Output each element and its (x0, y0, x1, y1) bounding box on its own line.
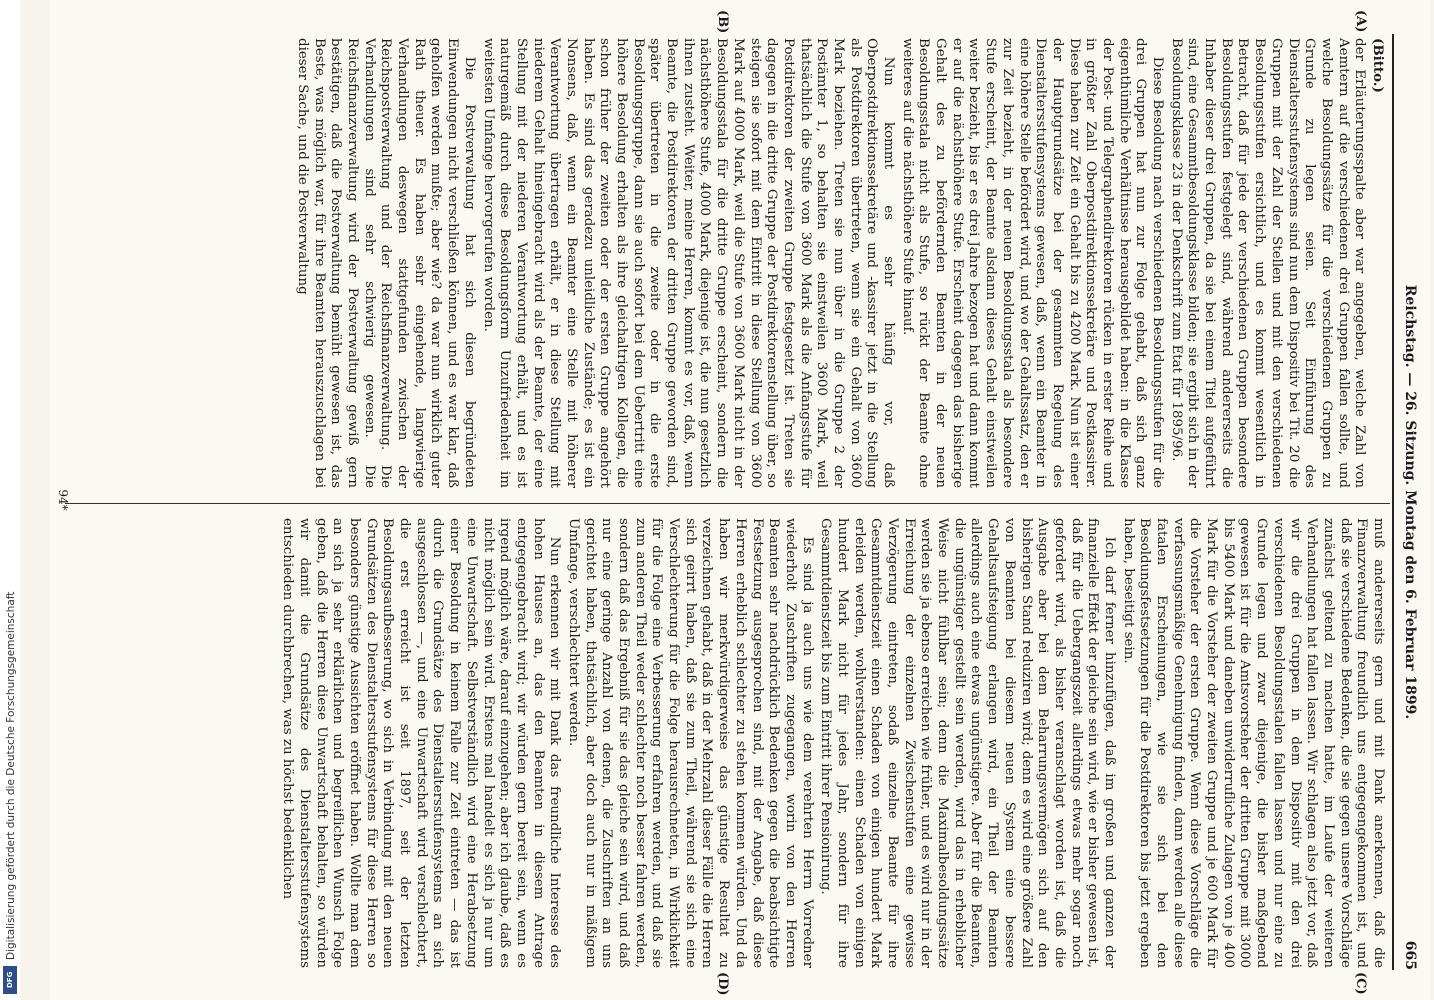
left-paragraph: Nun kommt es sehr häufig vor, daß Oberpostdirektionssekretäre und -kassirer jetzt in die Stellung als Postdirektoren übertreten, wenn sie ein Gehalt von 3600 Mark beziehen. Treten sie nun über in die Gruppe 2 der Postämter 1, so behalten sie einstweilen 3600 Mark, weil thatsächlich die Stufe von 3600 Mark als die Anfangsstufe für Postdirektoren der zweiten Gruppe festgesetzt ist. Treten sie dagegen in die dritte Gruppe der Postdirektorenstellung über, so steigen sie sofort mit dem Eintritt in diese Stellung von 3600 Mark auf 4000 Mark, weil die Stufe von 3600 Mark nicht in der Besoldungsstala für die dritte Gruppe erscheint, sondern die nächsthöhere Stufe, 4000 Mark, diejenige ist, die nun gesetzlich ihnen zusteht. Weiter, meine Herren, kommt es vor, daß, wenn Beamte, die Postdirektoren der dritten Gruppe geworden sind, später übertreten in die zweite oder in die erste Besoldungsgruppe, dann sie auch sofort bei dem Uebertritt eine höhere Besoldung erhalten als ihre gleichaltrigen Kollegen, die schon früher der zweiten oder der ersten Gruppe angehört haben. Es sind das geradezu unleidliche Zustände; es ist ein Nonsens, daß, wenn ein Beamter eine Stelle mit höherer Verantwortung übertragen erhält, er in diese Stellung mit niederem Gehalt hineingebracht wird als der Beamte, der eine Stellung mit der niederen Verantwortung erhält, und es ist naturgemäß durch diese Besoldungsform Unzufriedenheit im weitesten Umfange hervorgerufen worden. (480, 38, 897, 488)
signature-mark: 94* (56, 489, 70, 511)
intro-label: (Bitto.) (1370, 38, 1386, 93)
right-paragraph: Es sind ja auch uns wie dem verehrten Herrn Vorredner wiederholt Zuschriften zugegangen, worin von den Herren Beamten sehr nachdrücklich Bedenken gegen die beabsichtigte Festsetzung ausgesprochen sind, mit der Angabe, daß diese Herren erheblich schlechter zu stehen kommen würden. Und da haben wir merkwürdigerweise das günstige Resultat zu verzeichnen gehabt, daß in der Mehrzahl dieser Fälle die Herren sich geirrt haben, daß sie zum Theil, während sie sich eine Verschlechterung für die Folge herausrechneten, in Wirklichkeit für die Folge eine Verbesserung erfahren werden, und daß sie zum anderen Theil weder schlechter noch besser fahren werden, sondern daß das Ergebniß für sie das gleiche sein wird, und daß nur eine geringe Anzahl von denen, die Zuschriften an uns gerichtet haben, thatsächlich, aber doch auch nur in mäßigem Umfange, verschlechtert werden. (566, 518, 815, 968)
left-text-column (66, 38, 1386, 488)
scanned-page (50, 0, 1430, 1000)
margin-mark-c: (C) (1353, 972, 1368, 995)
attribution-strip (0, 0, 20, 1000)
page-number: 665 (1402, 940, 1418, 970)
column-divider (65, 503, 1390, 504)
page-title: Reichstag. — 26. Sitzung. Montag den 6. Februar 1899. (1402, 284, 1418, 720)
right-paragraph: muß andererseits gern und mit Dank anerkennen, daß die Finanzverwaltung freundlich uns entgegengekommen ist, und daß sie verschiedene Bedenken, die sie gegen unsere Vorschläge zunächst geltend zu machen hatte, im Laufe der weiteren Verhandlungen hat fallen lassen. Wir schlagen also jetzt vor, daß wir die drei Gruppen in dem Dispositiv mit den drei verschiedenen Besoldungsstalen fallen lassen und nur eine zu Grunde legen und zwar diejenige, die bisher maßgebend gewesen ist für die Amtsvorsteher der dritten Gruppe mit 3000 bis 5400 Mark und daneben unwiderrufliche Zulagen von je 400 Mark für die Vorsteher der zweiten Gruppe und je 600 Mark für die Vorsteher der ersten Gruppe. Wenn diese Vorschläge die verfassungsmäßige Genehmigung finden, dann werden alle diese fatalen Erscheinungen, wie sie sich bei den Besoldungsfestsetzungen für die Postdirektoren bis jetzt ergeben haben, beseitigt sein. (1120, 518, 1386, 968)
margin-mark-d: (D) (715, 972, 730, 996)
right-paragraph: Ich darf ferner hinzufügen, daß im großen und ganzen der finanzielle Effekt der gleiche sein wird, wie er bisher gewesen ist, daß für die Uebergangszeit allerdings etwas mehr sogar noch gefordert wird, als bisher veranschlagt worden ist, daß die Ausgabe aber bei dem Beharrungsvermögen sich auf den bisherigen Stand reduziren wird; denn es wird eine größere Zahl von Beamten bei diesem neuen System eine bessere Gehaltsaufsteigung erlangen wird, ein Theil der Beamten allerdings auch eine etwas ungünstigere. Aber für die Beamten, die ungünstiger gestellt sein werden, wird das in erheblicher Weise nicht fühlbar sein; denn die Maximalbesoldungssätze werden sie ja ebenso erreichen wie früher, und es wird nur in der Erreichung der einzelnen Zwischenstufen eine gewisse Verzögerung eintreten, sodaß einzelne Beamte für ihre Gesammtdienstzeit einen Schaden von einigen hundert Mark erleiden werden, wohlverstanden: einen Schaden von einigen hundert Mark nicht für jedes Jahr, sondern für ihre Gesammtdienstzeit bis zum Eintritt ihrer Pensionirung. (818, 518, 1117, 968)
left-paragraph: der Erläuterungsspalte aber war angegeben, welche Zahl von Aemtern auf die verschiedenen drei Gruppen fallen sollte, und welche Besoldungssätze für die verschiedenen Gruppen zu Grunde zu legen seien. Seit Einführung des Dienstaltersstufensystems sind nun dem Dispositiv bei Tit. 20 die Gruppen mit der Zahl der Stellen und mit den verschiedenen Besoldungsstufen ersichtlich, und es kommt wesentlich in Betracht, daß für jede der verschiedenen Gruppen besondere Besoldungsstufen festgelegt sind, während andererseits die Inhaber dieser drei Gruppen, da sie bei einem Titel aufgeführt sind, eine Gesammtbesoldungsklasse bilden; sie ergibt sich in der Besoldungsklasse 23 in der Denkschrift zum Etat für 1895/96. (1168, 38, 1368, 488)
dfg-logo-icon: DFG (3, 966, 17, 994)
left-paragraph: Die Postverwaltung hat sich diesen begründeten Einwendungen nicht verschließen können, und es war klar, daß geholfen werden mußte; aber wie? da war nun wirklich guter Rath theuer. Es haben sehr eingehende, langwierige Verhandlungen deswegen stattgefunden zwischen der Reichspostverwaltung und der Reichsfinanzverwaltung. Die Verhandlungen sind sehr schwierig gewesen. Die Reichsfinanzverwaltung wird der Postverwaltung gewiß gern bestätigen, daß die Postverwaltung bemüht gewesen ist, das Beste, was möglich war, für ihre Beamten herauszuschlagen bei dieser Sache, und die Postverwaltung (295, 38, 477, 488)
margin-mark-b: (B) (715, 10, 730, 34)
page-header (1392, 34, 1418, 970)
header-rule (1392, 34, 1394, 970)
margin-mark-a: (A) (1353, 10, 1368, 33)
right-text-column (66, 518, 1386, 968)
right-paragraph: Nun erkennen wir mit Dank das freundliche Interesse des hohen Hauses an, das den Beamten in diesem Antrage entgegengebracht wird; wir würden gern bereit sein, wenn es irgend möglich wäre, darauf einzugehen; aber ich glaube, daß es nicht möglich sein wird. Erstens mal handelt es sich ja nur um eine Unwartschaft. Selbstverständlich wird eine Herabsetzung einer Besoldung in keinem Falle zur Zeit eintreten — das ist durch die Grundsätze des Dienstaltersstufensystems an sich ausgeschlossen —, und eine Unwartschaft wird verschlechtert, die erst erreicht ist seit 1897, seit der letzten Besoldungsaufbesserung, wo sich in Verbindung mit den neuen Grundsätzen des Dienstaltersstufensystems für diese Herren so besonders günstige Aussichten eröffnet haben. Wollte man dem an sich ja sehr erklärlichen und begreiflichen Wunsch Folge geben, daß die Herren diese Unwartschaft behalten, so würden wir damit die Grundsätze des Dienstaltersstufensystems entschieden durchbrechen, was zu höchst bedenklichen (280, 518, 563, 968)
left-paragraph: Diese Besoldung nach verschiedenen Besoldungsstufen für die drei Gruppen hat nun zur Folge gehabt, daß sich ganz eigenthümliche Verhältnisse herausgebildet haben: in die Klasse der Post- und Telegraphendirektoren rücken in erster Reihe und in größter Zahl Oberpostdirektionssekretäre und Postkassirer. Diese haben zur Zeit ein Gehalt bis zu 4200 Mark. Nun ist einer der Hauptgrundsätze bei der gesammten Regelung des Dienstaltersstufensystems gewesen, daß, wenn ein Beamter in eine höhere Stelle befördert wird, und wo der Gehaltssatz, den er zur Zeit bezieht, in der neuen Besoldungsstala als besondere Stufe erscheint, der Beamte alsdann dieses Gehalt einstweilen weiter bezieht, bis er es drei Jahre bezogen hat und dann kommt er auf die nächsthöhere Stufe. Erscheint dagegen das bisherige Gehalt des zu befördernden Beamten in der neuen Besoldungsstala nicht als Stufe, so rückt der Beamte ohne weiteres auf die nächsthöhere Stufe hinauf. (899, 38, 1166, 488)
attribution-text: Digitalisierung gefördert durch die Deutsche Forschungsgemeinschaft (5, 591, 17, 960)
